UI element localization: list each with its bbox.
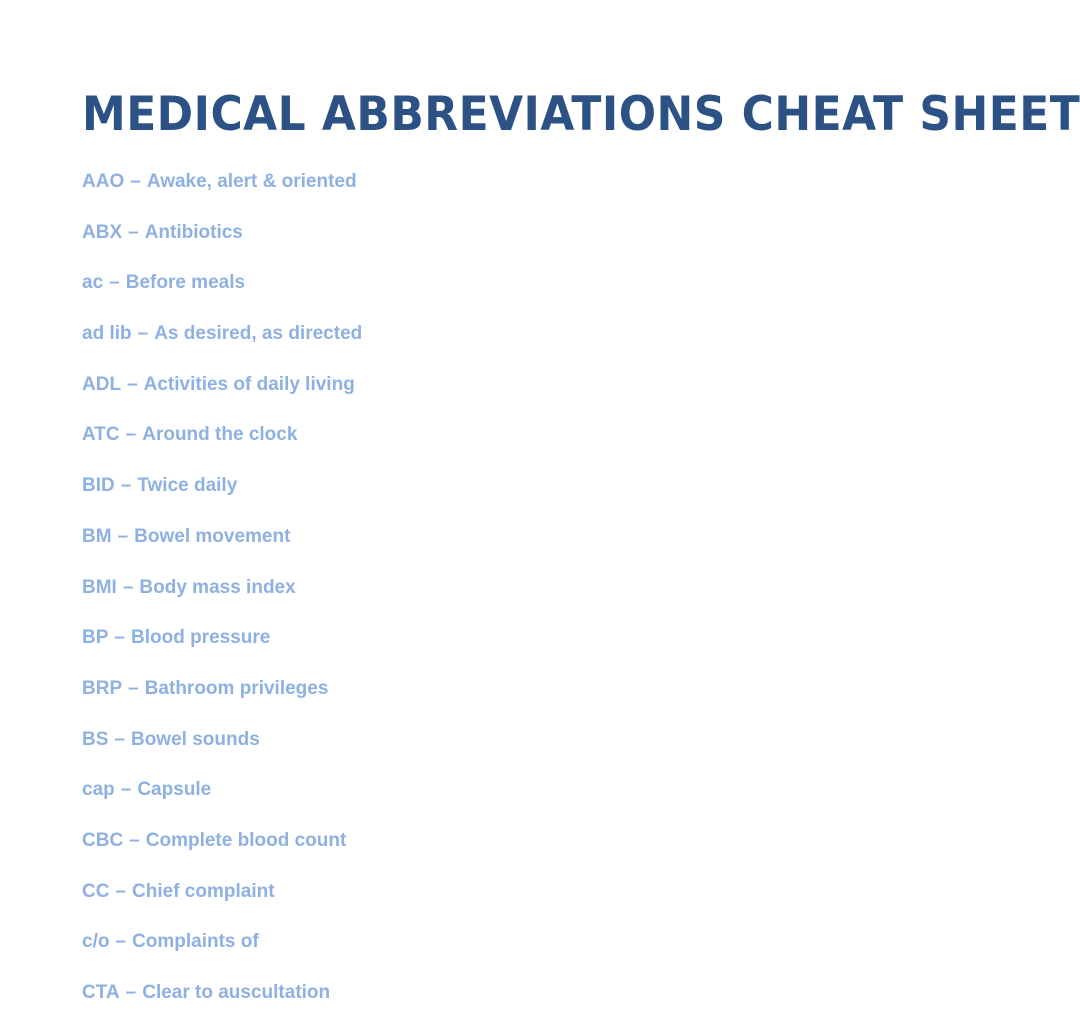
abbreviation-entry <box>82 675 362 726</box>
abbreviation-term: cap <box>82 779 115 801</box>
entry-separator: – <box>122 576 134 598</box>
entry-separator: – <box>120 475 132 497</box>
abbreviation-entry <box>82 979 362 1030</box>
entry-separator: – <box>127 373 138 395</box>
abbreviation-meaning: Blood pressure <box>130 627 271 649</box>
abbreviation-term: ac <box>82 272 104 294</box>
abbreviation-entry <box>82 421 362 472</box>
abbreviation-meaning: Clear to auscultation <box>142 982 331 1003</box>
abbreviation-term: AAO <box>82 171 125 192</box>
abbreviation-entry <box>82 371 362 422</box>
abbreviation-meaning: Bowel movement <box>134 525 291 547</box>
abbreviation-term: CC <box>82 880 110 902</box>
entry-separator: – <box>109 272 120 294</box>
entry-separator: – <box>114 627 125 649</box>
abbreviation-term: BMI <box>82 576 117 598</box>
abbreviation-meaning: Antibiotics <box>144 221 243 243</box>
entry-separator: – <box>114 728 125 750</box>
abbreviation-meaning: Capsule <box>137 779 212 801</box>
abbreviation-entry <box>82 219 362 270</box>
abbreviation-term: BRP <box>82 677 123 699</box>
abbreviation-entry <box>82 624 362 675</box>
entry-separator: – <box>125 982 137 1003</box>
abbreviation-meaning: Before meals <box>125 272 246 294</box>
abbreviation-meaning: Bowel sounds <box>130 728 260 750</box>
entry-separator: – <box>137 323 149 345</box>
entry-separator: – <box>128 221 139 243</box>
abbreviation-meaning: Complete blood count <box>145 829 347 851</box>
entry-separator: – <box>128 677 139 699</box>
abbreviation-meaning: Twice daily <box>137 475 238 497</box>
abbreviation-meaning: Activities of daily living <box>143 373 355 395</box>
entry-separator: – <box>120 779 132 801</box>
abbreviation-term: ad lib <box>82 323 132 345</box>
abbreviation-term: c/o <box>82 931 110 953</box>
abbreviation-meaning: Awake, alert & oriented <box>146 171 357 192</box>
abbreviation-meaning: Chief complaint <box>132 880 275 902</box>
abbreviation-meaning: Around the clock <box>142 424 298 446</box>
abbreviation-entry <box>82 523 362 574</box>
abbreviation-entry <box>82 574 362 625</box>
abbreviation-list <box>82 168 362 1030</box>
abbreviation-meaning: Body mass index <box>139 576 296 598</box>
page-title: MEDICAL ABBREVIATIONS CHEAT SHEET <box>82 87 1080 142</box>
abbreviation-entry <box>82 928 362 979</box>
abbreviation-entry <box>82 827 362 878</box>
abbreviation-entry <box>82 776 362 827</box>
abbreviation-term: BP <box>82 627 109 649</box>
abbreviation-term: CTA <box>82 982 120 1003</box>
entry-separator: – <box>115 931 127 953</box>
abbreviation-term: ADL <box>82 373 122 395</box>
abbreviation-term: BS <box>82 728 109 750</box>
abbreviation-term: ATC <box>82 424 120 446</box>
abbreviation-meaning: As desired, as directed <box>154 323 363 345</box>
abbreviation-entry <box>82 878 362 929</box>
abbreviation-entry <box>82 269 362 320</box>
entry-separator: – <box>130 171 141 192</box>
abbreviation-entry <box>82 168 362 219</box>
abbreviation-term: CBC <box>82 829 124 851</box>
entry-separator: – <box>117 525 129 547</box>
entry-separator: – <box>129 829 140 851</box>
abbreviation-term: BID <box>82 475 115 497</box>
entry-separator: – <box>115 880 127 902</box>
abbreviation-entry <box>82 320 362 371</box>
abbreviation-term: ABX <box>82 221 123 243</box>
abbreviation-meaning: Bathroom privileges <box>144 677 329 699</box>
entry-separator: – <box>125 424 137 446</box>
abbreviation-meaning: Complaints of <box>132 931 259 953</box>
abbreviation-entry <box>82 726 362 777</box>
abbreviation-term: BM <box>82 525 112 547</box>
abbreviation-entry <box>82 472 362 523</box>
